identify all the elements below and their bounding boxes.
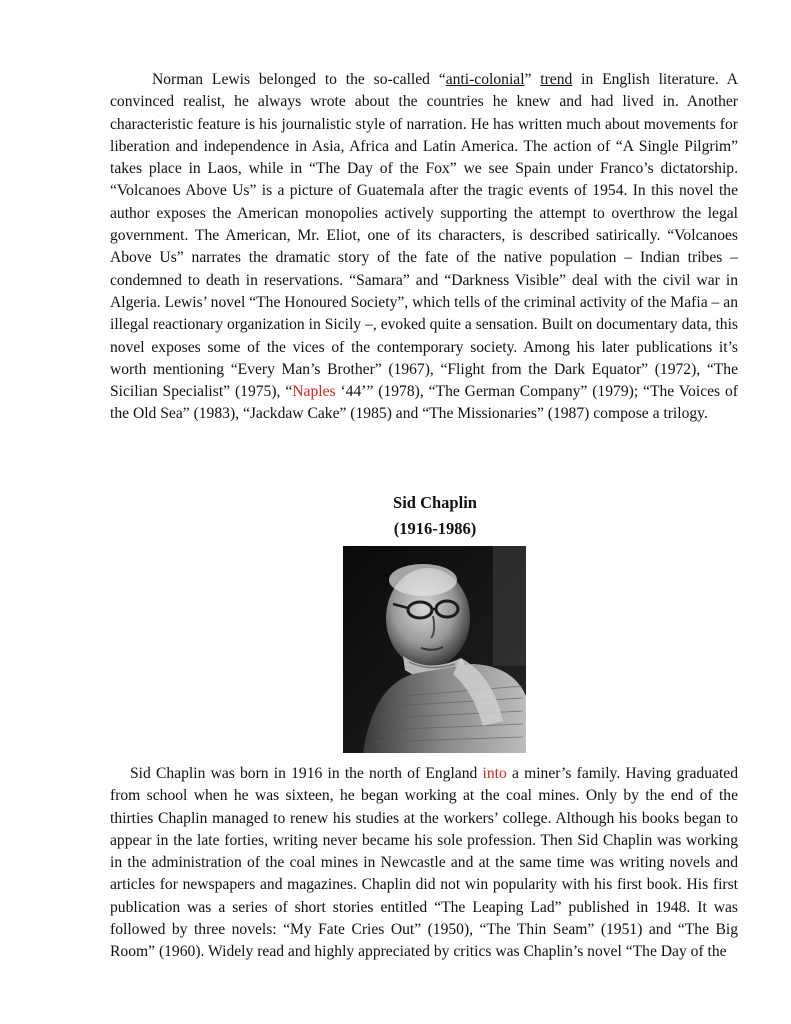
highlighted-word-into: into: [482, 765, 507, 782]
paragraph-text: Sid Chaplin was born in 1916 in the north of England: [130, 765, 483, 782]
underlined-term-trend: trend: [540, 71, 573, 88]
author-name-heading: Sid Chaplin: [393, 493, 477, 512]
paragraph-sid-chaplin: [110, 763, 738, 964]
paragraph-text: a miner’s family. Having graduated from school when he was sixteen, he began working at the coal mines. Only by the end of the thirties Chaplin managed to renew his studies at the workers’ college. Although his books began to appear in the late forties, writing never became his sole profession. Then Sid Chaplin was working in the administration of the coal mines in Newcastle and at the same time was writing novels and articles for newspapers and magazines. Chaplin did not win popularity with his first book. His first publication was a series of short stories entitled “The Leaping Lad” published in 1948. It was followed by three novels: “My Fate Cries Out” (1950), “The Thin Seam” (1951) and “The Big Room” (1960). Widely read and highly appreciated by critics was Chaplin’s novel “The Day of the: [110, 765, 738, 961]
paragraph-text: ‘44’” (1978), “The German Company” (1979); “The Voices of the Old Sea” (1983), “Jackdaw Cake” (1985) and “The Missionaries” (1987) compose a trilogy.: [110, 383, 738, 423]
paragraph-text: ”: [524, 71, 541, 88]
highlighted-word-naples: Naples: [292, 383, 336, 401]
author-portrait-photo: [343, 546, 526, 753]
paragraph-text: in English literature. A convinced realist, he always wrote about the countries he knew and had lived in. Another characteristic feature is his journalistic style of narration. He has written much about movements for liberation and independence in Asia, Africa and Latin America. The action of “A Single Pilgrim” takes place in Laos, while in “The Day of the Fox” we see Spain under Franco’s dictatorship. “Volcanoes Above Us” is a picture of Guatemala after the tragic events of 1954. In this novel the author exposes the American monopolies actively supporting the attempt to overthrow the legal government. The American, Mr. Eliot, one of its characters, is described satirically. “Volcanoes Above Us” narrates the dramatic story of the fate of the native population – Indian tribes – condemned to death in reservations. “Samara” and “Darkness Visible” deal with the civil war in Algeria. Lewis’ novel “The Honoured Society”, which tells of the criminal activity of the Mafia – an illegal reactionary organization in Sicily –, evoked quite a sensation. Built on documentary data, this novel exposes some of the vices of the contemporary society. Among his later publications it’s worth mentioning “Every Man’s Brother” (1967), “Flight from the Dark Equator” (1972), “The Sicilian Specialist” (1975), “: [110, 71, 738, 401]
underlined-term-anti-colonial: anti-colonial: [445, 71, 525, 88]
paragraph-norman-lewis: [110, 69, 738, 426]
author-years-heading: (1916-1986): [393, 519, 477, 538]
paragraph-text: Norman Lewis belonged to the so-called “: [152, 71, 446, 88]
